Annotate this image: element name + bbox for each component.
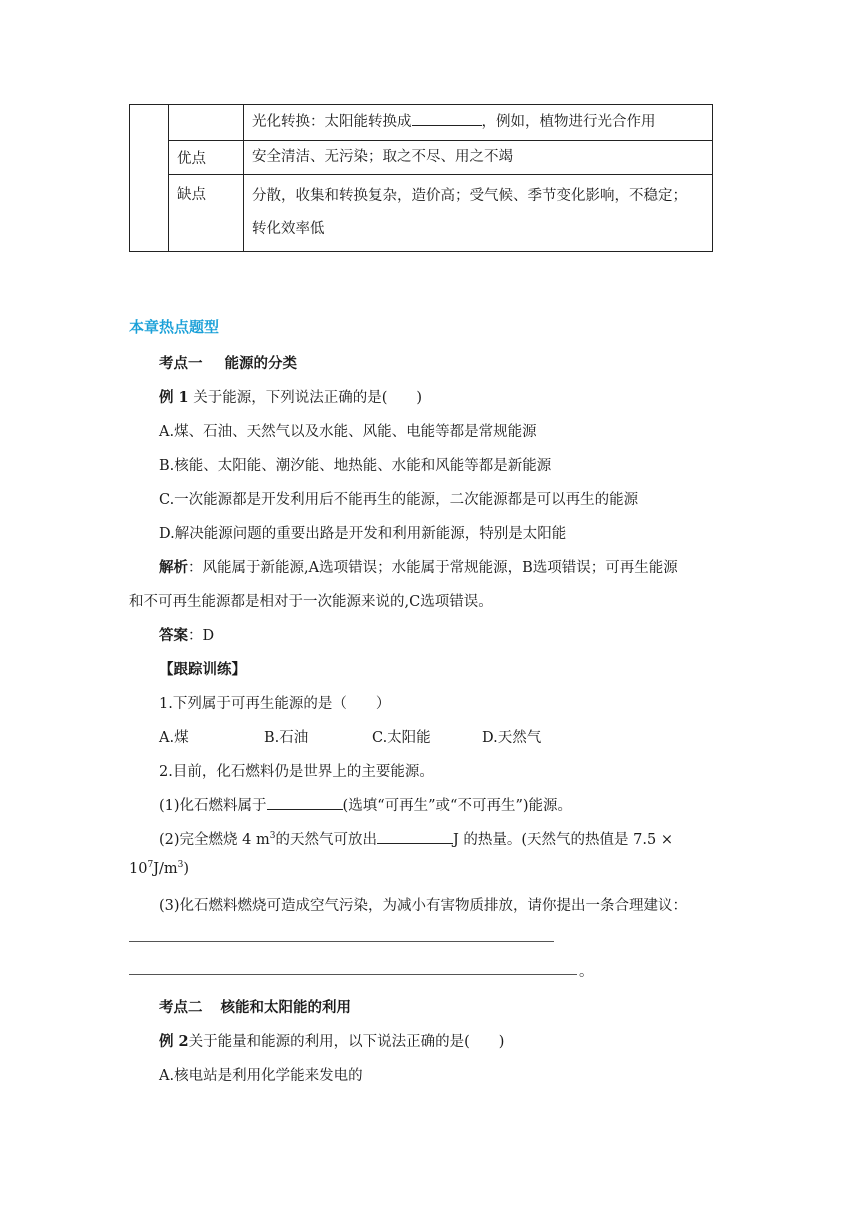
choice-b: B.石油 xyxy=(264,730,309,746)
choice-d: D.天然气 xyxy=(482,730,542,746)
option-c: C.一次能源都是开发利用后不能再生的能源，二次能源都是可以再生的能源 xyxy=(159,492,639,508)
q-math: 10 xyxy=(129,860,148,877)
table-cell-empty xyxy=(169,105,244,141)
topic-label: 考点二 xyxy=(159,999,203,1016)
fill-blank xyxy=(267,795,343,810)
table-cell-label: 缺点 xyxy=(169,175,244,252)
example-2-question xyxy=(159,1030,504,1051)
table-row xyxy=(130,141,713,175)
practice-q2-1 xyxy=(159,794,572,815)
answer-line-blank xyxy=(129,941,554,942)
q-text: (2)完全燃烧 4 m xyxy=(159,832,270,848)
cell-text: 光化转换：太阳能转换成 xyxy=(252,114,412,130)
q-text: J 的热量。 xyxy=(452,832,522,848)
example-label: 例 1 xyxy=(159,389,189,406)
table-row xyxy=(130,105,713,141)
q-text: (选填“可再生”或“不可再生”)能源。 xyxy=(342,798,573,814)
section-title: 本章热点题型 xyxy=(129,318,220,336)
q-text: 的天然气可放出 xyxy=(275,832,377,848)
table-cell-label: 优点 xyxy=(169,141,244,175)
practice-q2-2-line2: $10^7J/m^3$) xyxy=(129,860,190,877)
q-math: J/m xyxy=(153,860,178,877)
cell-text: 转化效率低 xyxy=(252,221,325,237)
analysis-text: ：风能属于新能源,A选项错误；水能属于常规能源，B选项错误；可再生能源 xyxy=(188,560,678,576)
topic-title: 能源的分类 xyxy=(224,355,297,372)
question-text: 关于能源，下列说法正确的是( ) xyxy=(188,390,423,406)
example-2-option-a: A.核电站是利用化学能来发电的 xyxy=(159,1068,363,1084)
topic-1-heading xyxy=(159,352,297,373)
analysis-label: 解析 xyxy=(159,559,188,576)
practice-q1-options xyxy=(159,726,541,747)
option-b: B.核能、太阳能、潮汐能、地热能、水能和风能等都是新能源 xyxy=(159,458,552,474)
option-a: A.煤、石油、天然气以及水能、风能、电能等都是常规能源 xyxy=(159,424,537,440)
table-cell-photochemical xyxy=(244,105,713,141)
practice-title: 【跟踪训练】 xyxy=(159,661,246,678)
topic-title: 核能和太阳能的利用 xyxy=(220,999,351,1016)
option-d: D.解决能源问题的重要出路是开发和利用新能源，特别是太阳能 xyxy=(159,526,567,542)
answer-line xyxy=(159,624,214,645)
question-text: 关于能量和能源的利用，以下说法正确的是( ) xyxy=(188,1034,505,1050)
topic-label: 考点一 xyxy=(159,355,203,372)
table-cell-disadvantages xyxy=(244,175,713,252)
fill-blank xyxy=(412,109,482,126)
table-row xyxy=(130,175,713,252)
answer-label: 答案 xyxy=(159,627,188,644)
period-mark: 。 xyxy=(579,964,594,980)
answer-text: ：D xyxy=(188,628,215,644)
q-text: (1)化石燃料属于 xyxy=(159,798,267,814)
practice-q2-3: (3)化石燃料燃烧可造成空气污染，为减小有害物质排放，请你提出一条合理建议： xyxy=(159,898,688,914)
table-cell-empty xyxy=(130,105,169,252)
answer-line-blank xyxy=(129,974,577,975)
cell-text: 分散，收集和转换复杂，造价高；受气候、季节变化影响，不稳定； xyxy=(252,188,687,204)
choice-c: C.太阳能 xyxy=(372,730,431,746)
practice-q2: 2.目前，化石燃料仍是世界上的主要能源。 xyxy=(159,764,434,780)
analysis-line-2: 和不可再生能源都是相对于一次能源来说的,C选项错误。 xyxy=(129,594,493,610)
example-1-question xyxy=(159,386,422,407)
q-math: ) xyxy=(183,860,190,877)
fill-blank xyxy=(377,829,453,844)
solar-energy-table xyxy=(129,104,713,252)
table-cell-advantages: 安全清洁、无污染；取之不尽、用之不竭 xyxy=(244,141,713,175)
practice-q2-2: (2)完全燃烧 4 $m^3$的天然气可放出 J 的热量。(天然气的热值是 7.5 × xyxy=(159,828,673,849)
example-label: 例 2 xyxy=(159,1033,189,1050)
choice-a: A.煤 xyxy=(159,730,189,746)
topic-2-heading xyxy=(159,996,351,1017)
cell-text: ，例如，植物进行光合作用 xyxy=(481,114,656,130)
practice-q1: 1.下列属于可再生能源的是（ ） xyxy=(159,696,391,712)
analysis-line-1 xyxy=(159,556,678,577)
q-math: (天然气的热值是 7.5 × xyxy=(521,832,673,848)
